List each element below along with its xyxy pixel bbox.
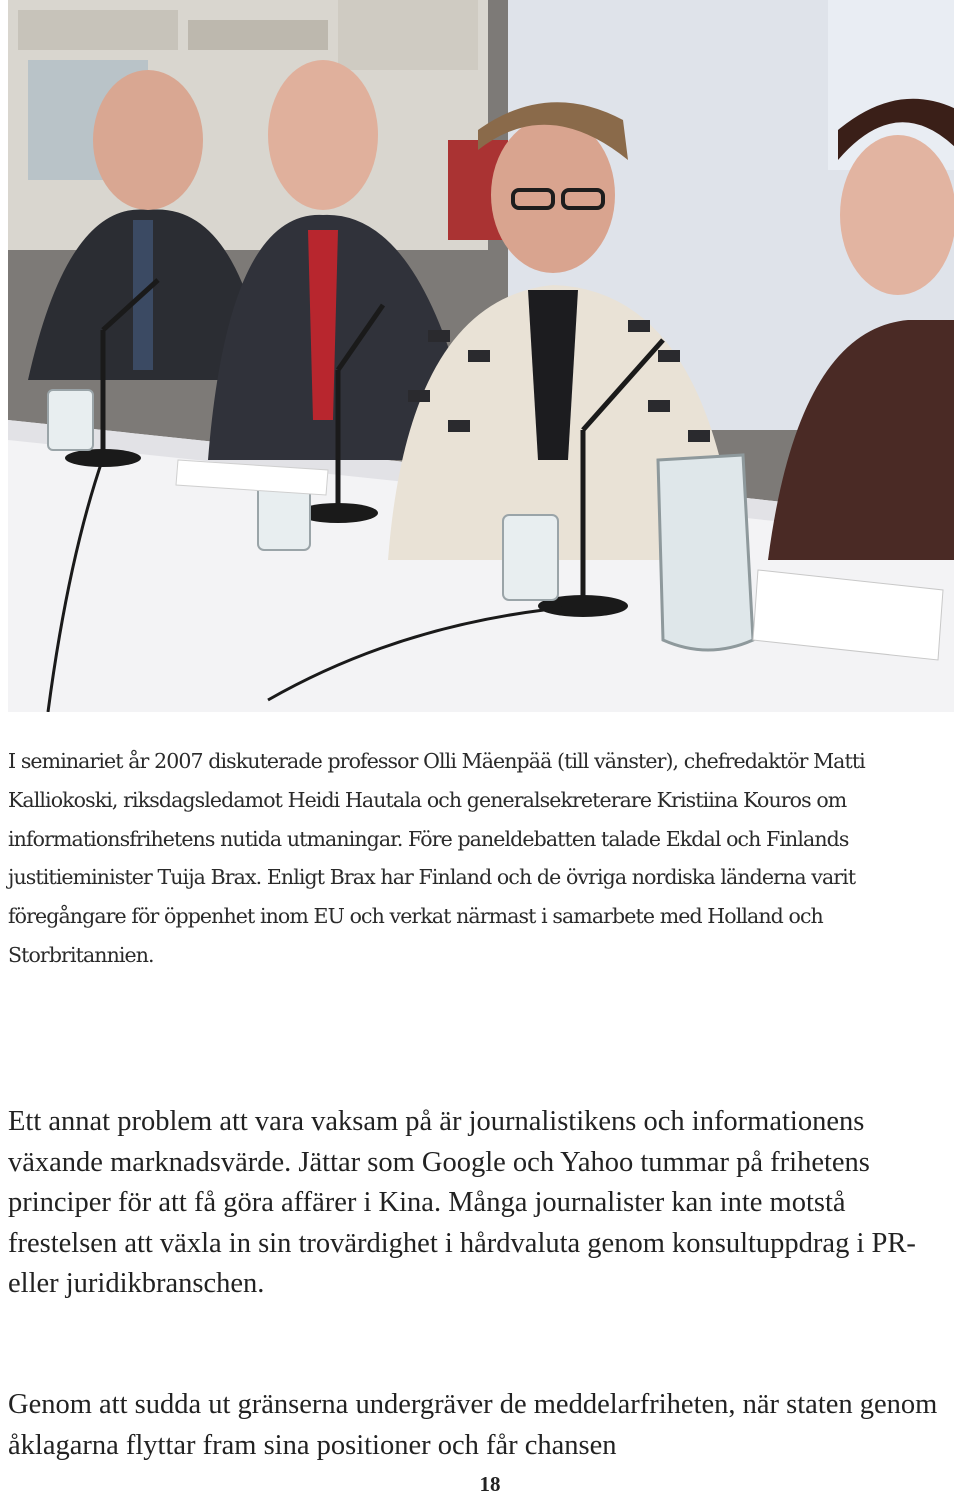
panel-photo xyxy=(8,0,954,712)
body-paragraph-1: Ett annat problem att vara vaksam på är journalistikens och informationens växande marknadsvärde. Jättar som Google och Yahoo tummar på frihetens principer för att få göra affärer i Kina. Många journalister kan inte motstå frestelsen att växla in sin trovärdighet i hårdvaluta genom konsultuppdrag i PR- eller juridikbranschen. xyxy=(8,1106,916,1299)
body-paragraph-2: Genom att sudda ut gränserna undergräver de meddelarfriheten, när staten genom åklagarna flyttar fram sina positioner och får chansen xyxy=(8,1389,938,1461)
panel-photo-illustration xyxy=(8,0,954,712)
page-number: 18 xyxy=(479,1472,501,1496)
photo-caption: I seminariet år 2007 diskuterade professor Olli Mäenpää (till vänster), chefredaktör Matti Kalliokoski, riksdagsledamot Heidi Hautala och generalsekreterare Kristiina Kouros om informationsfrihetens nutida utmaningar. Före paneldebatten talade Ekdal och Finlands justitieminister Tuija Brax. Enligt Brax har Finland och de övriga nordiska länderna varit föregångare för öppenhet inom EU och verkat närmast i samarbete med Holland och Storbritannien. xyxy=(8,749,865,967)
